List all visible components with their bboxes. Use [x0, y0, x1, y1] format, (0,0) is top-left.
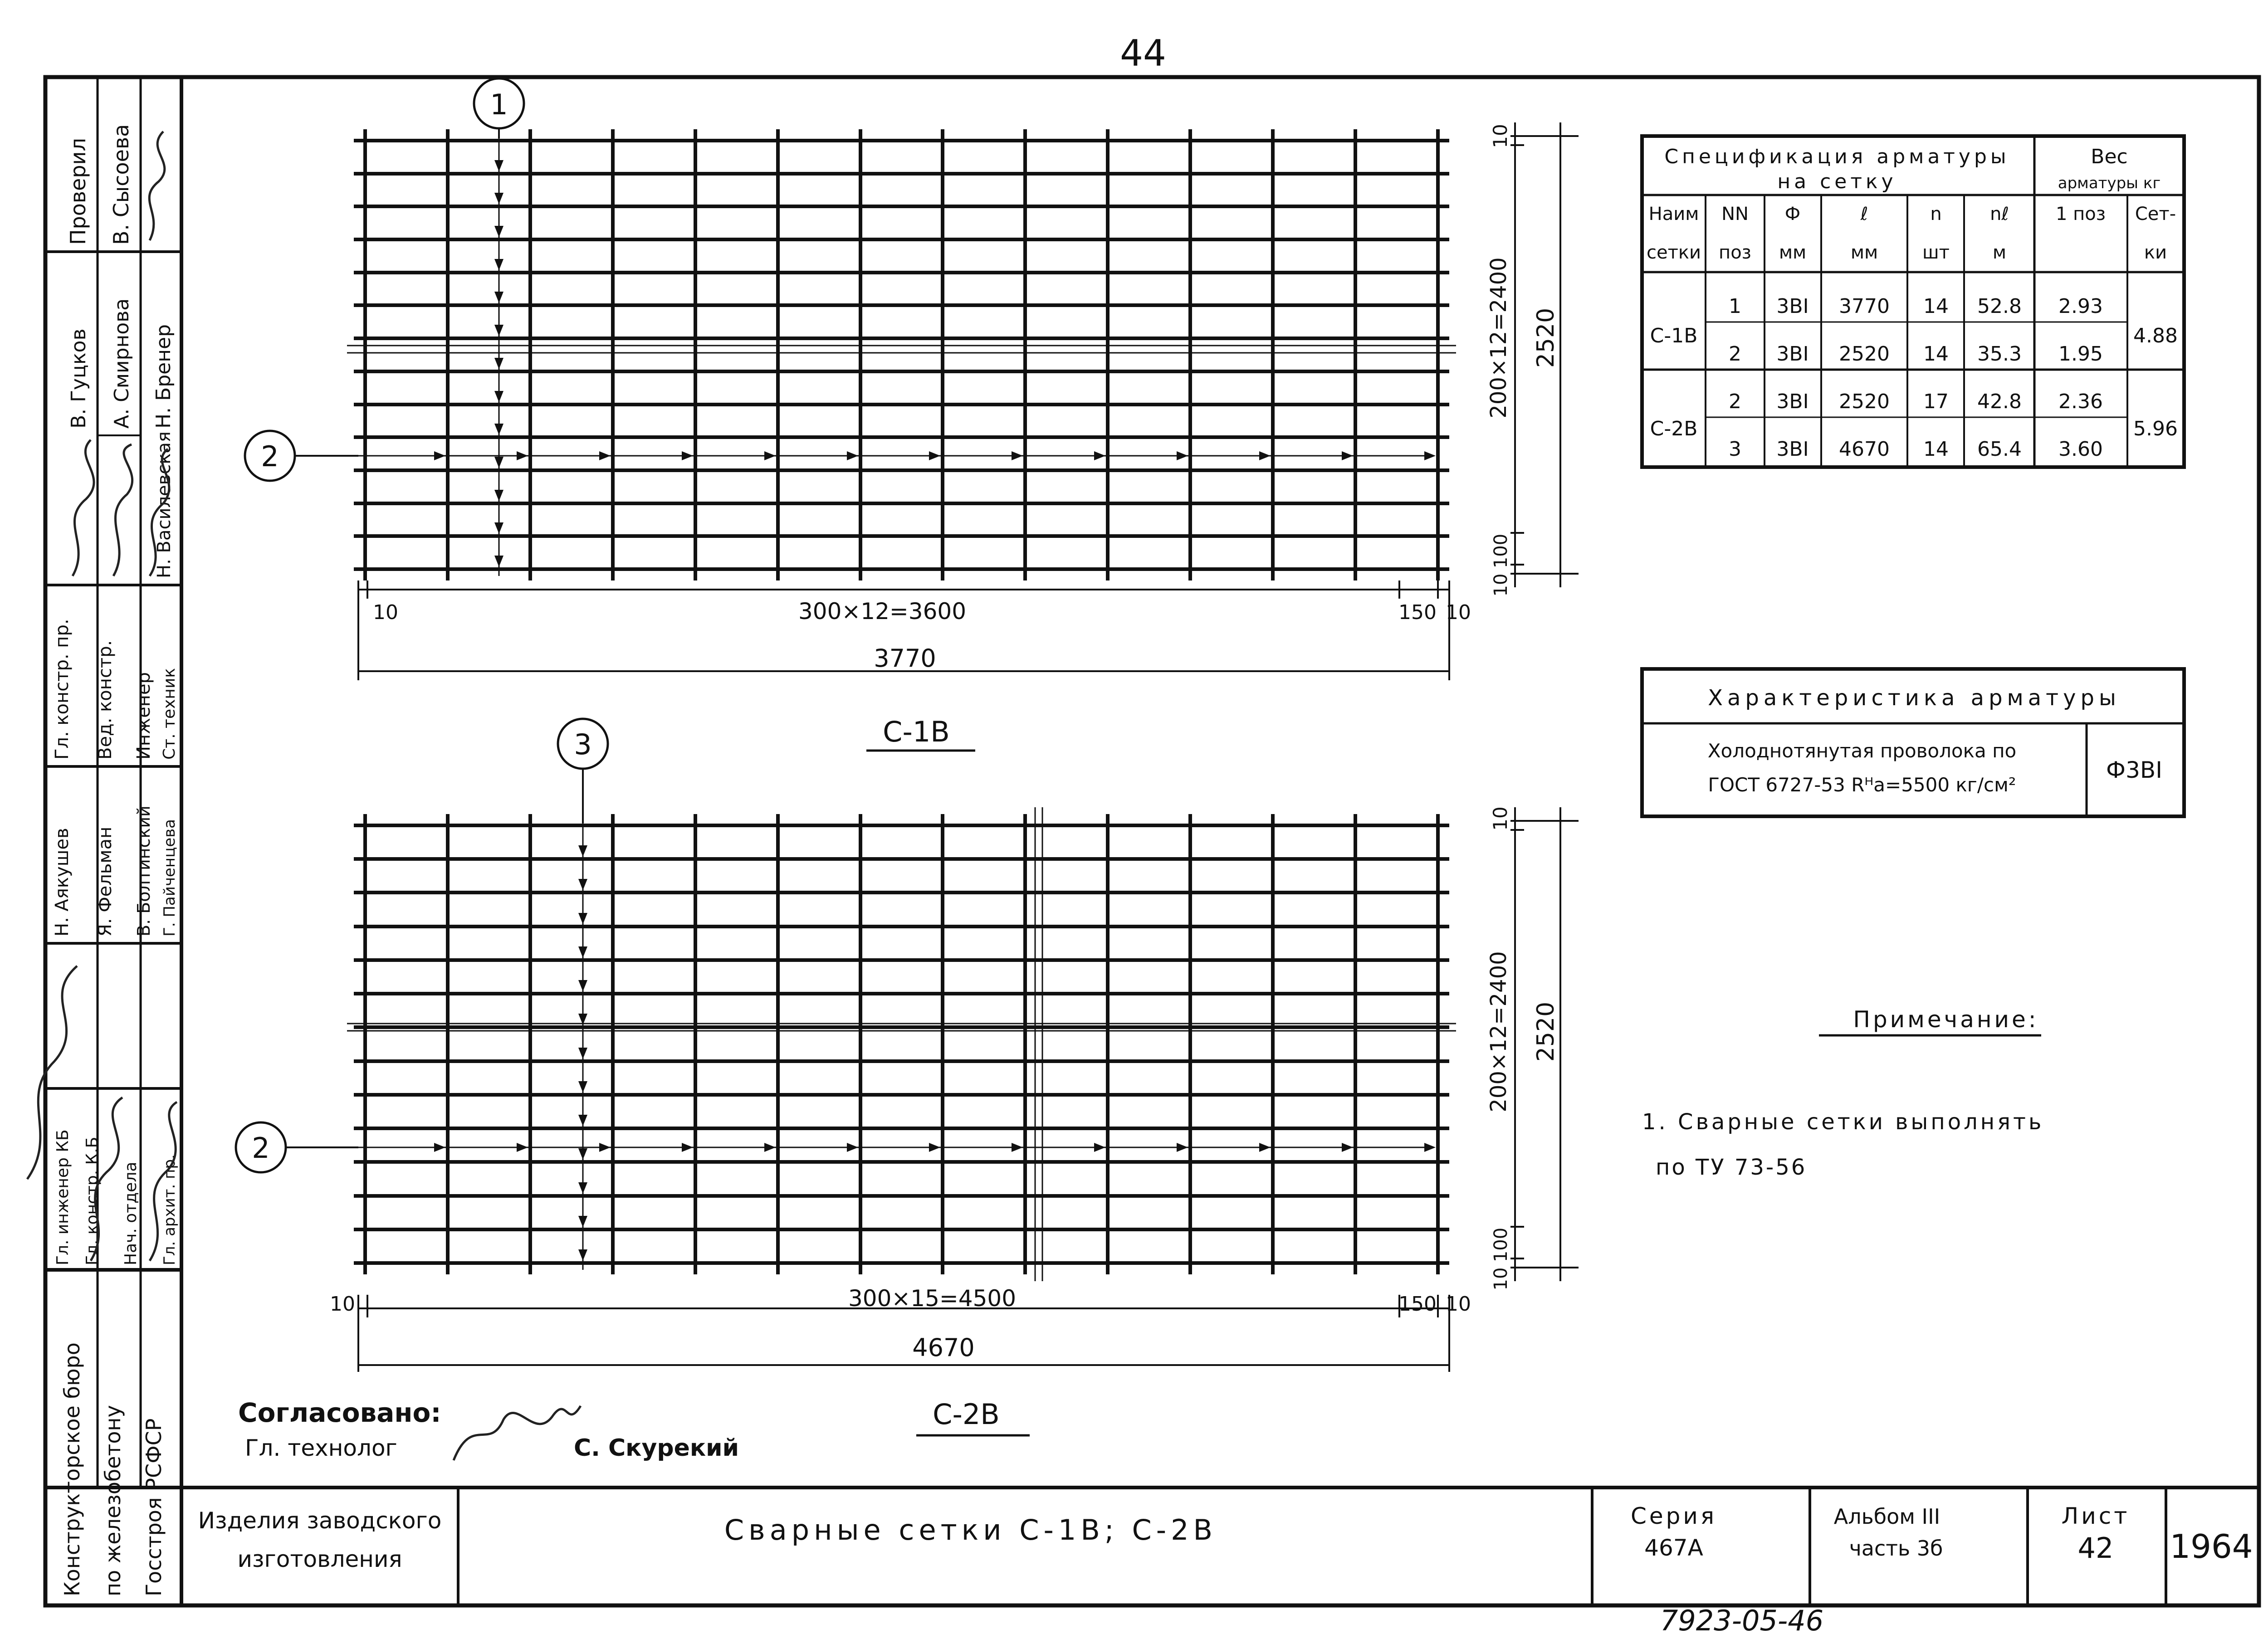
spec-cell-pos: 1 — [1729, 295, 1741, 318]
char-value: Ф3ВI — [2106, 757, 2162, 783]
sheet-stamp: 7923-05-46 — [1660, 1604, 1824, 1634]
note-line-1: 1. Сварные сетки выполнять — [1642, 1109, 2044, 1135]
spec-header-cell: n — [1930, 204, 1942, 224]
c1b-pos-2: 2 — [261, 440, 279, 473]
stamp-a-role: Проверил — [66, 138, 90, 245]
stamp-c-3: Инженер — [133, 672, 154, 760]
stamp-org-1: Конструкторское бюро — [60, 1342, 84, 1596]
tb-year: 1964 — [2170, 1527, 2253, 1566]
spec-cell-len: 2520 — [1839, 390, 1890, 413]
c1b-dim-total-h: 3770 — [874, 644, 936, 673]
spec-cell-dia: 3ВI — [1776, 438, 1809, 461]
spec-cell-dia: 3ВI — [1776, 295, 1809, 318]
spec-header-cell: ℓ — [1860, 204, 1868, 224]
spec-cell-pos: 2 — [1729, 390, 1741, 413]
c1b-dim-top: 10 — [1489, 124, 1511, 148]
spec-title-2: на сетку — [1777, 170, 1897, 193]
tb-album-part: часть 3б — [1849, 1536, 1943, 1561]
tb-sheet-label: Лист — [2061, 1503, 2130, 1529]
c2b-dim-bottom-b: 10 — [1491, 1267, 1511, 1291]
c1b-dim-inner-v: 200×12=2400 — [1486, 257, 1511, 419]
spec-cell-total: 5.96 — [2133, 417, 2178, 440]
spec-cell-dia: 3ВI — [1776, 390, 1809, 413]
tb-product-2: изготовления — [237, 1546, 402, 1572]
spec-cell-nl: 65.4 — [1977, 438, 2022, 461]
note-title: Примечание: — [1853, 1006, 2039, 1033]
stamp-org-2: по железобетону — [101, 1405, 125, 1596]
stamp-org-3: Госстроя РСФСР — [142, 1418, 166, 1596]
c1b-dim-right-b: 10 — [1446, 601, 1471, 624]
tb-series-value: 467А — [1644, 1535, 1703, 1561]
spec-header-cell: мм — [1850, 242, 1878, 263]
stamp-b-1: В. Гуцков — [67, 328, 90, 429]
spec-cell-nl: 35.3 — [1977, 342, 2022, 366]
c2b-dim-inner-v: 200×12=2400 — [1486, 951, 1511, 1112]
c2b-dim-top: 10 — [1489, 806, 1511, 831]
spec-header-cell: поз — [1719, 242, 1751, 263]
c2b-dim-left: 10 — [330, 1293, 355, 1316]
approval-role: Гл. технолог — [245, 1435, 397, 1461]
spec-header-cell: NN — [1721, 204, 1749, 224]
spec-cell-pos: 3 — [1729, 438, 1741, 461]
stamp-b-3: Н. Бренер — [152, 324, 175, 429]
char-line-1: Холоднотянутая проволока по — [1707, 740, 2017, 762]
stamp-c-1: Гл. констр. пр. — [52, 619, 73, 760]
c2b-pos-3: 3 — [574, 728, 592, 761]
spec-cell-len: 2520 — [1839, 342, 1890, 366]
tb-title: Сварные сетки С-1В; С-2В — [724, 1513, 1217, 1546]
c1b-dim-total-v: 2520 — [1532, 307, 1559, 368]
spec-title-1: Спецификация арматуры — [1664, 145, 2010, 168]
spec-cell-mesh: С-2В — [1650, 417, 1698, 440]
spec-cell-mesh: С-1В — [1650, 324, 1698, 347]
tb-product-1: Изделия заводского — [198, 1507, 442, 1534]
stamp-e-4: Гл. архит. пр. — [161, 1154, 179, 1265]
spec-cell-nl: 42.8 — [1977, 390, 2022, 413]
c2b-mesh-name: С-2В — [933, 1398, 1000, 1431]
stamp-a-name: В. Сысоева — [109, 124, 133, 245]
stamp-e-2: Гл. констр. К.Б — [83, 1136, 102, 1265]
spec-header-cell: Ф — [1784, 204, 1801, 224]
spec-header-cell: сетки — [1646, 242, 1701, 263]
note-line-2: по ТУ 73-56 — [1656, 1155, 1807, 1180]
c2b-pos-2: 2 — [252, 1132, 270, 1165]
spec-cell-pos: 2 — [1729, 342, 1741, 366]
c2b-dim-total-v: 2520 — [1532, 1001, 1559, 1062]
char-line-2: ГОСТ 6727-53 Rᴴa=5500 кг/см² — [1708, 774, 2016, 796]
stamp-d-1: Н. Аякушев — [52, 828, 73, 937]
spec-cell-n: 14 — [1923, 438, 1949, 461]
spec-cell-dia: 3ВI — [1776, 342, 1809, 366]
spec-header-cell: Сет- — [2135, 204, 2176, 224]
stamp-d-3: В. Болтинский — [134, 805, 154, 937]
spec-header-cell: м — [1992, 242, 2007, 263]
spec-weight-1: Вес — [2091, 145, 2128, 168]
spec-cell-nl: 52.8 — [1977, 295, 2022, 318]
c1b-dim-left: 10 — [373, 601, 398, 624]
tb-series-label: Серия — [1631, 1503, 1717, 1529]
c1b-pos-1: 1 — [490, 88, 508, 121]
tb-album-label: Альбом III — [1833, 1504, 1941, 1529]
stamp-b-4: Н. Василевская — [154, 431, 175, 578]
stamp-d-4: Г. Пайченцева — [161, 819, 179, 937]
spec-cell-w1: 2.36 — [2058, 390, 2103, 413]
approval-name: С. Скурекий — [574, 1434, 739, 1462]
spec-cell-len: 3770 — [1839, 295, 1890, 318]
c2b-dim-total-h: 4670 — [912, 1333, 975, 1362]
stamp-d-2: Я. Фельман — [95, 826, 116, 937]
spec-cell-w1: 2.93 — [2058, 295, 2103, 318]
c1b-dim-right-a: 150 — [1398, 601, 1437, 624]
spec-header-cell: ки — [2144, 242, 2167, 263]
spec-header-cell: nℓ — [1990, 204, 2009, 224]
spec-cell-total: 4.88 — [2133, 324, 2178, 347]
c2b-dim-bottom-a: 100 — [1491, 1227, 1511, 1263]
spec-cell-w1: 1.95 — [2058, 342, 2103, 366]
stamp-c-2: Вед. констр. — [95, 640, 116, 760]
approval-label: Согласовано: — [238, 1397, 441, 1428]
page-number: 44 — [1120, 32, 1166, 74]
spec-header-cell: 1 поз — [2055, 204, 2106, 224]
c1b-dim-bottom-b: 10 — [1491, 573, 1511, 597]
spec-cell-n: 17 — [1923, 390, 1949, 413]
spec-weight-2: арматуры кг — [2058, 174, 2161, 192]
c1b-dim-inner-h: 300×12=3600 — [798, 598, 967, 624]
spec-header-cell: шт — [1922, 242, 1950, 263]
spec-header-cell: Наим — [1648, 204, 1699, 224]
tb-sheet-value: 42 — [2077, 1532, 2114, 1565]
c1b-mesh-name: С-1В — [883, 715, 950, 748]
spec-cell-n: 14 — [1923, 295, 1949, 318]
c2b-dim-inner-h: 300×15=4500 — [848, 1285, 1017, 1312]
spec-header-cell: мм — [1779, 242, 1807, 263]
spec-cell-w1: 3.60 — [2058, 438, 2103, 461]
char-title: Характеристика арматуры — [1708, 685, 2121, 711]
c2b-dim-right-a: 150 — [1398, 1293, 1437, 1316]
c1b-dim-bottom-a: 100 — [1491, 533, 1511, 569]
stamp-e-3: Нач. отдела — [122, 1161, 140, 1265]
stamp-b-2: А. Смирнова — [110, 298, 133, 429]
c2b-dim-right-b: 10 — [1446, 1293, 1471, 1316]
stamp-c-4: Ст. техник — [160, 668, 179, 760]
spec-cell-len: 4670 — [1839, 438, 1890, 461]
stamp-e-1: Гл. инженер КБ — [54, 1129, 72, 1265]
spec-cell-n: 14 — [1923, 342, 1949, 366]
